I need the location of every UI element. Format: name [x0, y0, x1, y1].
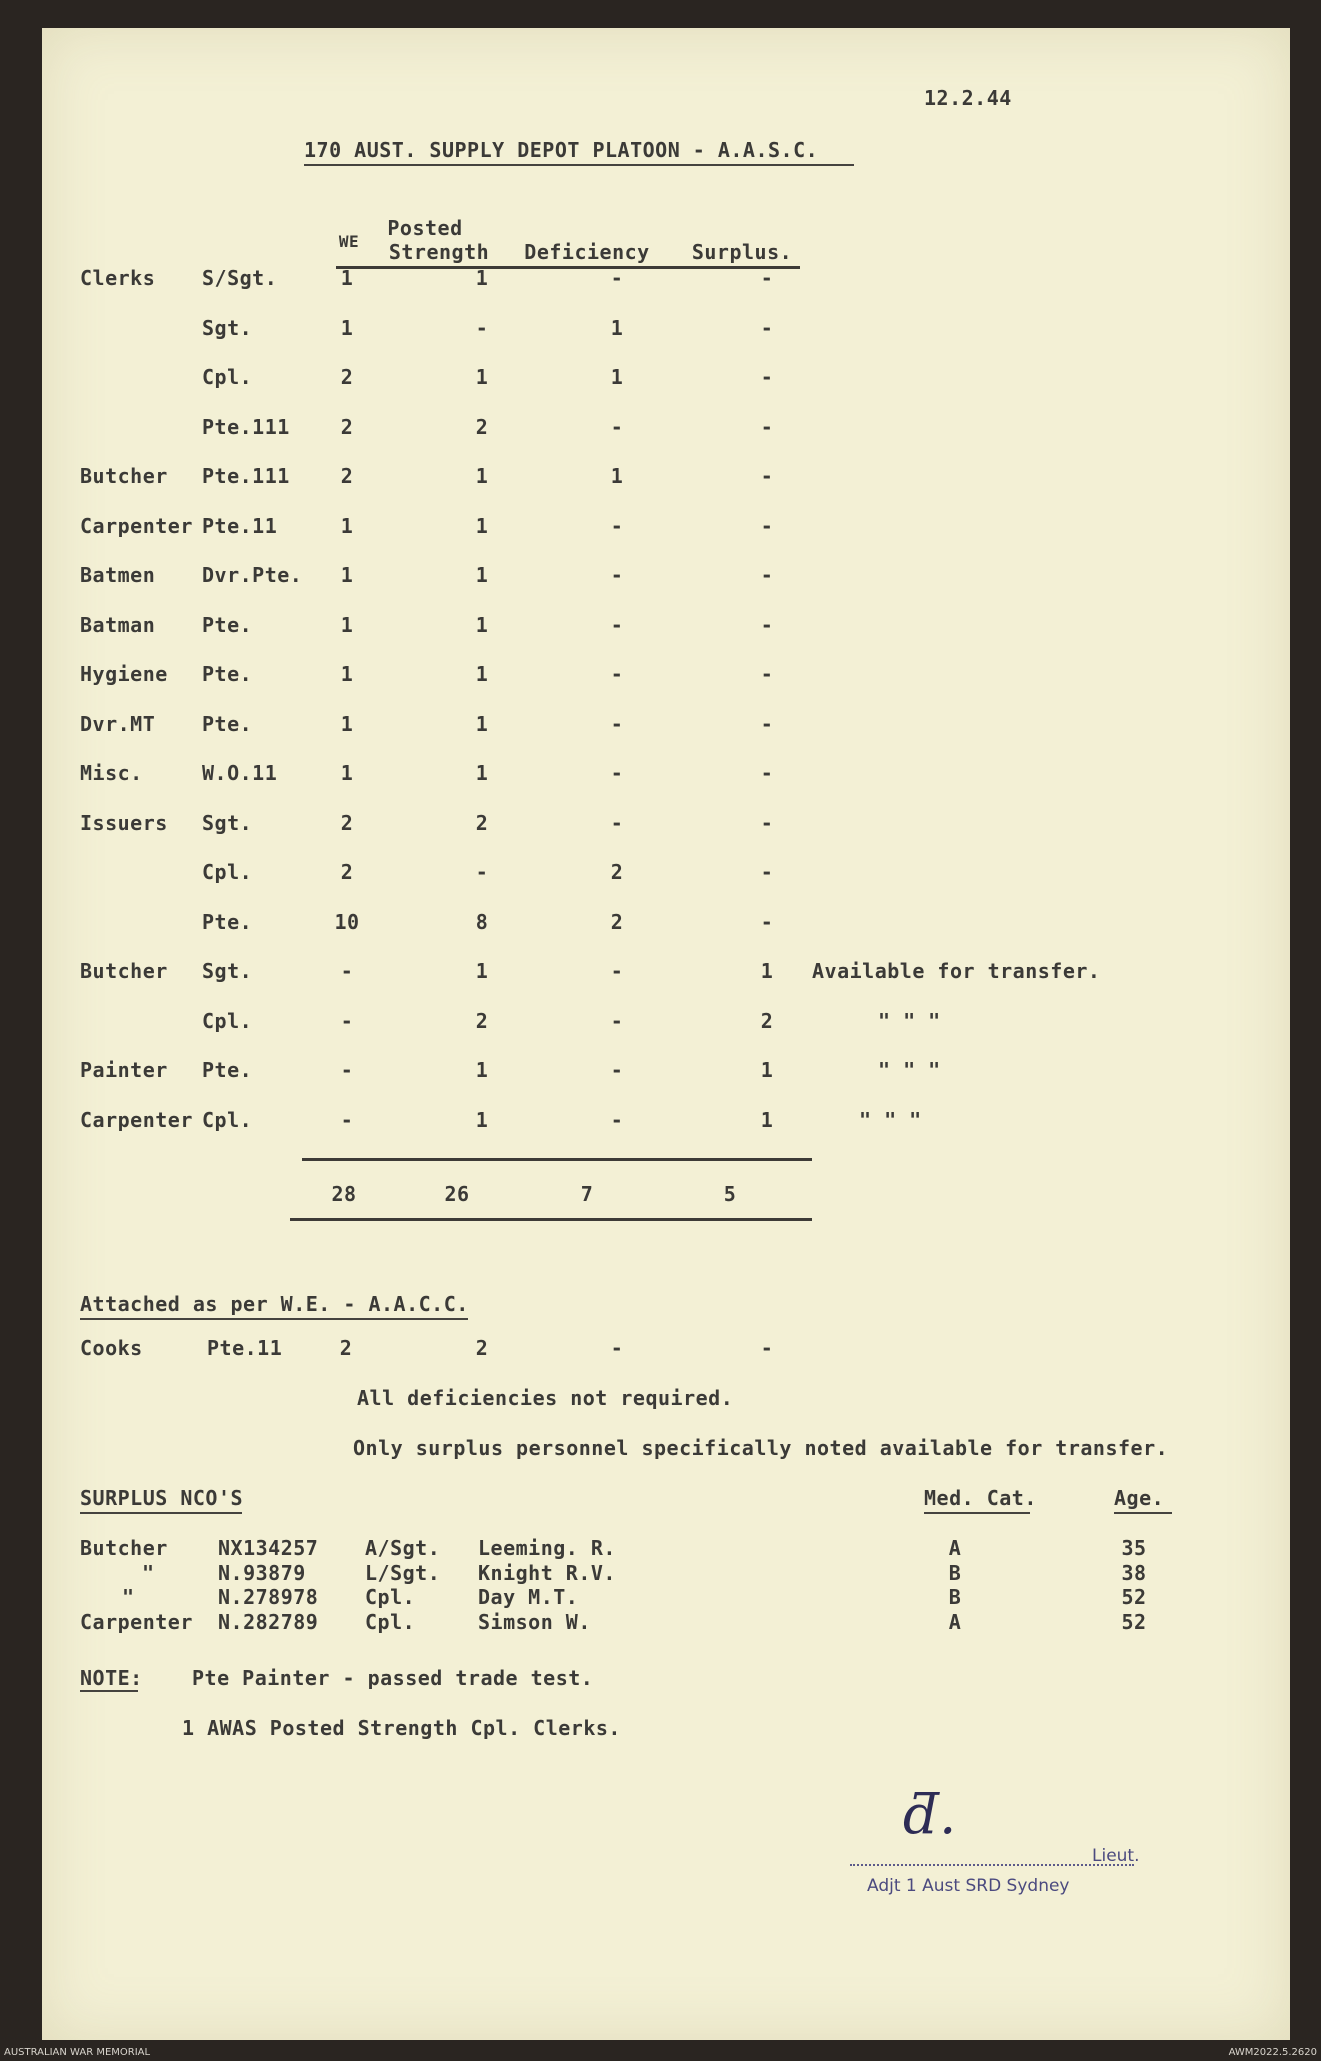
row-rank: Sgt.: [202, 810, 253, 835]
row-deficiency: -: [610, 1107, 624, 1132]
row-group: Butcher: [80, 464, 168, 488]
row-surplus: -: [760, 365, 774, 389]
row-surplus: -: [760, 266, 774, 290]
row-rank: Pte.111: [202, 464, 290, 488]
surplus-age: 38: [1121, 1560, 1147, 1585]
row-note: " " ": [878, 1008, 941, 1033]
row-group: Batmen: [80, 563, 156, 587]
surplus-med: B: [948, 1560, 962, 1585]
cooks-deficiency: -: [610, 1336, 624, 1360]
row-posted: 1: [475, 266, 489, 290]
surplus-number: N.93879: [218, 1560, 306, 1585]
attached-heading: Attached as per W.E. - A.A.C.C.: [80, 1292, 469, 1316]
footer-left: AUSTRALIAN WAR MEMORIAL: [4, 2047, 151, 2058]
surplus-heading-underline: [80, 1512, 242, 1514]
row-rank: Pte.11: [202, 513, 278, 538]
cooks-surplus: -: [760, 1336, 774, 1360]
row-deficiency: -: [610, 414, 624, 439]
row-deficiency: -: [610, 711, 624, 736]
surplus-number: NX134257: [218, 1536, 319, 1560]
surplus-number: N.278978: [218, 1585, 319, 1609]
surplus-rank: L/Sgt.: [365, 1560, 441, 1585]
surplus-name: Knight R.V.: [478, 1560, 616, 1585]
row-surplus: 1: [760, 1058, 774, 1082]
row-deficiency: 2: [610, 860, 624, 884]
row-surplus: -: [760, 860, 774, 884]
row-we: -: [340, 1058, 354, 1082]
row-posted: 1: [475, 365, 489, 389]
totals-rule-bottom: [290, 1218, 812, 1221]
row-rank: Cpl.: [202, 1107, 253, 1132]
row-surplus: -: [760, 513, 774, 538]
total-surplus: 5: [723, 1182, 737, 1206]
row-group: Dvr.MT: [80, 711, 156, 736]
row-surplus: -: [760, 563, 774, 587]
row-note: " " ": [859, 1107, 922, 1132]
row-surplus: 1: [760, 959, 774, 983]
surplus-rank: A/Sgt.: [365, 1536, 441, 1560]
surplus-col-age-underline: [1114, 1512, 1172, 1514]
note-label-underline: [80, 1690, 138, 1692]
row-deficiency: -: [610, 612, 624, 637]
surplus-col-med: Med. Cat.: [924, 1486, 1037, 1510]
note-deficiencies: All deficiencies not required.: [357, 1386, 734, 1410]
row-rank: Pte.: [202, 711, 253, 736]
total-we: 28: [331, 1182, 357, 1206]
header-posted-2: Strength: [388, 240, 490, 264]
row-rank: Pte.: [202, 612, 253, 637]
row-rank: Pte.: [202, 662, 253, 686]
row-posted: 1: [475, 711, 489, 736]
row-we: 1: [340, 612, 354, 637]
row-surplus: -: [760, 711, 774, 736]
row-posted: 1: [475, 464, 489, 488]
note-awas: 1 AWAS Posted Strength Cpl. Clerks.: [182, 1716, 621, 1740]
header-deficiency: Deficiency: [524, 240, 650, 264]
row-group: Misc.: [80, 761, 143, 785]
row-group: Hygiene: [80, 662, 168, 686]
row-posted: 1: [475, 612, 489, 637]
row-group: Carpenter: [80, 513, 193, 538]
surplus-age: 35: [1121, 1536, 1147, 1560]
row-deficiency: -: [610, 810, 624, 835]
row-we: 2: [340, 365, 354, 389]
row-surplus: -: [760, 909, 774, 934]
header-surplus: Surplus.: [691, 240, 793, 264]
row-deficiency: 1: [610, 464, 624, 488]
surplus-rank: Cpl.: [365, 1585, 416, 1609]
surplus-trade: Carpenter: [80, 1609, 193, 1634]
row-we: 1: [340, 662, 354, 686]
row-we: 1: [340, 513, 354, 538]
surplus-number: N.282789: [218, 1609, 319, 1634]
surplus-heading: SURPLUS NCO'S: [80, 1486, 244, 1510]
row-deficiency: -: [610, 266, 624, 290]
signature-initials: ƌ.: [904, 1783, 957, 1846]
signature-rank: Lieut.: [1092, 1846, 1140, 1866]
row-posted: 1: [475, 761, 489, 785]
row-rank: Sgt.: [202, 315, 253, 340]
row-surplus: -: [760, 414, 774, 439]
row-surplus: 1: [760, 1107, 774, 1132]
row-deficiency: -: [610, 563, 624, 587]
row-note: Available for transfer.: [812, 959, 1101, 983]
surplus-name: Simson W.: [478, 1609, 591, 1634]
surplus-col-med-underline: [924, 1512, 1030, 1514]
row-surplus: -: [760, 464, 774, 488]
row-deficiency: 1: [610, 365, 624, 389]
row-we: 1: [340, 761, 354, 785]
surplus-med: B: [948, 1585, 962, 1609]
attached-underline: [80, 1318, 468, 1320]
row-group: Batman: [80, 612, 156, 637]
surplus-age: 52: [1121, 1609, 1147, 1634]
header-rule: [336, 266, 800, 269]
document-title: 170 AUST. SUPPLY DEPOT PLATOON - A.A.S.C.: [304, 138, 819, 162]
row-we: 2: [340, 860, 354, 884]
row-rank: Dvr.Pte.: [202, 563, 303, 587]
row-posted: 2: [475, 810, 489, 835]
row-surplus: -: [760, 761, 774, 785]
totals-rule-top: [302, 1158, 812, 1161]
header-posted-1: Posted: [387, 216, 463, 240]
title-underline: [304, 164, 854, 166]
row-deficiency: -: [610, 662, 624, 686]
row-deficiency: -: [610, 761, 624, 785]
row-posted: -: [475, 860, 489, 884]
row-we: 2: [340, 414, 354, 439]
row-we: 2: [340, 464, 354, 488]
cooks-rank: Pte.11: [207, 1336, 283, 1360]
document-date: 12.2.44: [924, 86, 1012, 110]
row-we: 1: [340, 563, 354, 587]
row-we: 1: [340, 315, 354, 340]
row-deficiency: 2: [610, 909, 624, 934]
row-group: Issuers: [80, 810, 168, 835]
cooks-we: 2: [339, 1336, 353, 1360]
row-posted: 1: [475, 662, 489, 686]
row-posted: 1: [475, 563, 489, 587]
header-we: WE: [338, 232, 360, 251]
cooks-group: Cooks: [80, 1336, 143, 1360]
cooks-posted: 2: [475, 1336, 489, 1360]
row-surplus: -: [760, 612, 774, 637]
row-rank: Pte.: [202, 1058, 253, 1082]
total-deficiency: 7: [580, 1182, 594, 1206]
row-deficiency: -: [610, 1008, 624, 1033]
row-posted: 1: [475, 959, 489, 983]
row-rank: Cpl.: [202, 1008, 253, 1033]
row-surplus: -: [760, 810, 774, 835]
row-group: Carpenter: [80, 1107, 193, 1132]
surplus-rank: Cpl.: [365, 1609, 416, 1634]
surplus-med: A: [948, 1609, 962, 1634]
note-painter: Pte Painter - passed trade test.: [192, 1666, 594, 1690]
row-surplus: -: [760, 662, 774, 686]
row-rank: W.O.11: [202, 761, 278, 785]
surplus-col-age: Age.: [1114, 1486, 1165, 1510]
row-group: Painter: [80, 1058, 168, 1082]
row-posted: 1: [475, 1107, 489, 1132]
row-group: Clerks: [80, 266, 156, 290]
row-surplus: -: [760, 315, 774, 340]
note-label: NOTE:: [80, 1666, 143, 1690]
surplus-trade: ": [122, 1585, 135, 1609]
row-rank: Pte.: [202, 909, 253, 934]
surplus-age: 52: [1121, 1585, 1147, 1609]
note-surplus: Only surplus personnel specifically noted available for transfer.: [353, 1436, 1169, 1460]
total-posted: 26: [444, 1182, 470, 1206]
row-rank: Sgt.: [202, 959, 253, 983]
row-we: 2: [340, 810, 354, 835]
row-deficiency: -: [610, 1058, 624, 1082]
signature-stamp: Adjt 1 Aust SRD Sydney: [867, 1876, 1070, 1896]
row-rank: Cpl.: [202, 365, 253, 389]
surplus-trade: ": [142, 1560, 155, 1585]
row-posted: -: [475, 315, 489, 340]
row-we: -: [340, 1008, 354, 1033]
surplus-name: Leeming. R.: [478, 1536, 616, 1560]
surplus-trade: Butcher: [80, 1536, 168, 1560]
row-surplus: 2: [760, 1008, 774, 1033]
surplus-med: A: [948, 1536, 962, 1560]
row-deficiency: -: [610, 959, 624, 983]
row-posted: 1: [475, 1058, 489, 1082]
row-we: 1: [340, 266, 354, 290]
row-deficiency: 1: [610, 315, 624, 340]
row-note: " " ": [878, 1058, 941, 1082]
row-group: Butcher: [80, 959, 168, 983]
row-deficiency: -: [610, 513, 624, 538]
row-posted: 8: [475, 909, 489, 934]
surplus-name: Day M.T.: [478, 1585, 579, 1609]
row-we: 10: [334, 909, 360, 934]
footer-right: AWM2022.5.2620: [1228, 2047, 1317, 2058]
row-rank: S/Sgt.: [202, 266, 278, 290]
row-posted: 2: [475, 1008, 489, 1033]
row-we: -: [340, 1107, 354, 1132]
document-page: [42, 28, 1290, 2040]
row-posted: 2: [475, 414, 489, 439]
row-rank: Cpl.: [202, 860, 253, 884]
row-we: 1: [340, 711, 354, 736]
row-rank: Pte.111: [202, 414, 290, 439]
row-posted: 1: [475, 513, 489, 538]
row-we: -: [340, 959, 354, 983]
